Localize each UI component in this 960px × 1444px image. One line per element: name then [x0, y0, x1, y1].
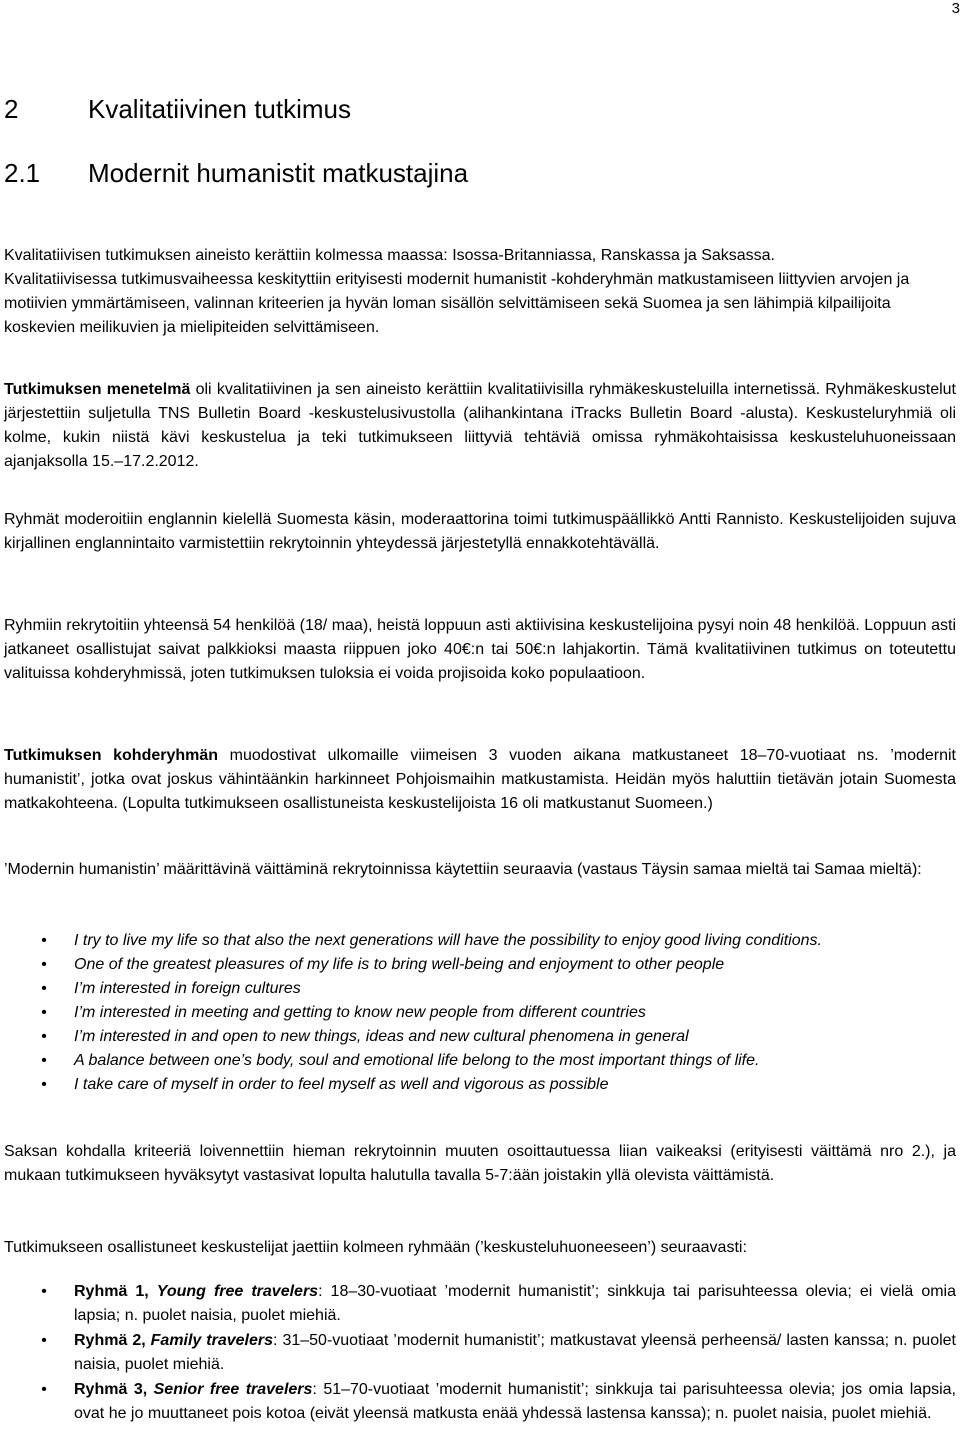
statement-text: I’m interested in foreign cultures — [74, 980, 301, 997]
group-name: Senior free travelers — [153, 1381, 313, 1398]
group-label: Ryhmä 1, — [74, 1283, 157, 1300]
paragraph-target-group — [4, 744, 956, 816]
list-item — [4, 1001, 956, 1025]
section-title: Modernit humanistit matkustajina — [88, 158, 469, 188]
chapter-number: 2 — [4, 94, 19, 124]
statement-text: I’m interested in meeting and getting to know new people from different countries — [74, 1004, 646, 1021]
group-description: : 51–70-vuotiaat ’modernit humanistit’; sinkkuja tai parisuhteessa olevia; jos omia lapsia, ovat he jo muuttaneet pois kotoa (eivät yleensä matkusta enää yhdessä lastensa kanssa); n. puolet naisia, puolet miehiä. — [74, 1381, 956, 1422]
chapter-title: Kvalitatiivinen tutkimus — [88, 94, 351, 124]
list-item — [4, 1329, 956, 1377]
group-name: Family travelers — [150, 1332, 274, 1349]
groups-list — [4, 1280, 956, 1427]
method-text: oli kvalitatiivinen ja sen aineisto kerättiin kvalitatiivisilla ryhmäkeskusteluilla internetissä. Ryhmäkeskustelut järjestettiin suljetulla TNS Bulletin Board -keskustelusivustolla (alihankintana iTracks Bulletin Board -alusta). Keskusteluryhmiä oli kolme, kukin niistä kävi keskustelua ja teki tutkimukseen liittyviä tehtäviä omissa ryhmäkohtaisissa keskusteluhuoneissaan ajanjaksolla 15.–17.2.2012. — [4, 381, 956, 470]
statements-list — [4, 929, 956, 1097]
paragraph-intro — [4, 244, 956, 340]
bullet-icon: • — [41, 1052, 47, 1069]
list-item — [4, 1073, 956, 1097]
paragraph-groups-intro: Tutkimukseen osallistuneet keskustelijat jaettiin kolmeen ryhmään (’keskusteluhuoneeseen’) seuraavasti: — [4, 1239, 747, 1256]
group-name: Young free travelers — [156, 1283, 319, 1300]
paragraph-method — [4, 378, 956, 474]
group-description: : 18–30-vuotiaat ’modernit humanistit’; sinkkuja tai parisuhteessa olevia; ei vielä omia lapsia; n. puolet naisia, puolet miehiä. — [74, 1283, 957, 1324]
statement-text: One of the greatest pleasures of my life is to bring well-being and enjoyment to other people — [74, 956, 725, 973]
list-item — [4, 1280, 956, 1328]
paragraph-germany: Saksan kohdalla kriteeriä loivennettiin hieman rekrytoinnin muuten osoittautuessa liian vaikeaksi (erityisesti väittämä nro 2.), ja mukaan tutkimukseen hyväksytyt vastasivat lopulta halutulla tavalla 5-7:ään joistakin yllä olevista väittämistä. — [4, 1143, 956, 1184]
list-item — [4, 929, 956, 953]
list-item — [4, 1049, 956, 1073]
group-label: Ryhmä 3, — [74, 1381, 154, 1398]
list-item — [4, 977, 956, 1001]
bullet-icon: • — [41, 1028, 47, 1045]
method-bold: Tutkimuksen menetelmä — [4, 381, 191, 398]
section-number: 2.1 — [4, 158, 41, 188]
statement-text: A balance between one’s body, soul and emotional life belong to the most important things of life. — [74, 1052, 760, 1069]
bullet-icon: • — [41, 1332, 47, 1349]
section-heading — [4, 158, 468, 188]
statement-text: I take care of myself in order to feel myself as well and vigorous as possible — [74, 1076, 609, 1093]
intro-line: Kvalitatiivisen tutkimuksen aineisto kerättiin kolmessa maassa: Isossa-Britanniassa, Ranskassa ja Saksassa. — [4, 247, 775, 264]
list-item — [4, 1025, 956, 1049]
bullet-icon: • — [41, 1283, 47, 1300]
list-item — [4, 1378, 956, 1426]
paragraph-recruitment: Ryhmiin rekrytoitiin yhteensä 54 henkilöä (18/ maa), heistä loppuun asti aktiivisina keskustelijoina pysyi noin 48 henkilöä. Loppuun asti jatkaneet osallistujat saivat palkkioksi maasta riippuen joko 40€:n tai 50€:n lahjakortin. Tämä kvalitatiivinen tutkimus on toteutettu valituissa kohderyhmissä, joten tutkimuksen tuloksia ei voida projisoida koko populaatioon. — [4, 617, 956, 682]
chapter-heading — [4, 94, 351, 124]
bullet-icon: • — [41, 1381, 47, 1398]
target-group-bold: Tutkimuksen kohderyhmän — [4, 747, 219, 764]
target-group-text: muodostivat ulkomaille viimeisen 3 vuoden aikana matkustaneet 18–70-vuotiaat ns. ’modernit humanistit’, jotka ovat joskus vähintäänkin harkinneet Pohjoismaihin matkustamista. Heidän myös haluttiin tietävän jotain Suomesta matkakohteena. (Lopulta tutkimukseen osallistuneista keskustelijoista 16 oli matkustanut Suomeen.) — [4, 747, 956, 812]
intro-rest: Kvalitatiivisessa tutkimusvaiheessa keskityttiin erityisesti modernit humanistit -kohderyhmän matkustamiseen liittyvien arvojen ja motiivien ymmärtämiseen, valinnan kriteerien ja hyvän loman sisällön selvittämiseen sekä Suomea ja sen lähimpiä kilpailijoita koskevien meilikuvien ja mielipiteiden selvittämiseen. — [4, 271, 910, 336]
bullet-icon: • — [41, 956, 47, 973]
group-label: Ryhmä 2, — [74, 1332, 151, 1349]
bullet-icon: • — [41, 980, 47, 997]
statement-text: I try to live my life so that also the next generations will have the possibility to enjoy good living conditions. — [74, 932, 822, 949]
paragraph-statements-intro: ’Modernin humanistin’ määrittävinä väittäminä rekrytoinnissa käytettiin seuraavia (vastaus Täysin samaa mieltä tai Samaa mieltä): — [4, 861, 922, 878]
paragraph-moderation: Ryhmät moderoitiin englannin kielellä Suomesta käsin, moderaattorina toimi tutkimuspäällikkö Antti Rannisto. Keskustelijoiden sujuva kirjallinen englannintaito varmistettiin rekrytoinnin yhteydessä järjestetyllä ennakkotehtävällä. — [4, 511, 956, 552]
group-description: : 31–50-vuotiaat ’modernit humanistit’; matkustavat yleensä perheensä/ lasten kanssa; n. puolet naisia, puolet miehiä. — [74, 1332, 956, 1373]
bullet-icon: • — [41, 1076, 47, 1093]
list-item — [4, 953, 956, 977]
bullet-icon: • — [41, 932, 47, 949]
bullet-icon: • — [41, 1004, 47, 1021]
statement-text: I’m interested in and open to new things, ideas and new cultural phenomena in general — [74, 1028, 689, 1045]
page-number: 3 — [951, 0, 960, 17]
